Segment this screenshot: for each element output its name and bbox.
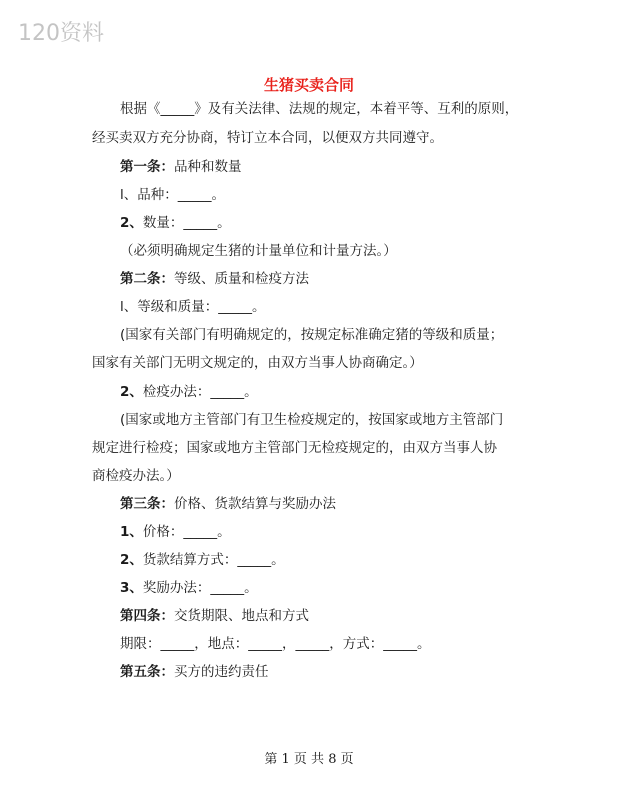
- intro-line-1: 根据《_____》及有关法律、法规的规定，本着平等、互利的原则，: [120, 101, 519, 117]
- article-4-heading: [120, 606, 309, 626]
- article-2-label: 第二条：: [120, 271, 174, 287]
- article-1-note: （必须明确规定生猪的计量单位和计量方法。）: [120, 243, 397, 259]
- article-2-note-1-line-2: 国家有关部门无明文规定的，由双方当事人协商确定。）: [92, 355, 423, 371]
- article-3-item-1-number: 1、: [120, 524, 143, 540]
- article-1-item-2-number: 2、: [120, 215, 143, 231]
- article-3-item-1: [120, 522, 231, 542]
- article-3-item-3-text: 奖励办法：_____。: [142, 580, 258, 596]
- document-title: 生猪买卖合同: [263, 76, 354, 94]
- article-2-note-2-line-1: (国家或地方主管部门有卫生检疫规定的，按国家或地方主管部门: [120, 412, 504, 428]
- article-2-heading: [120, 269, 309, 289]
- article-5-title: 买方的违约责任: [174, 664, 269, 680]
- article-3-item-2-number: 2、: [120, 552, 143, 568]
- article-2-note-2-line-2: 规定进行检疫；国家或地方主管部门无检疫规定的，由双方当事人协: [92, 440, 497, 456]
- article-3-heading: [120, 494, 336, 514]
- article-4-detail: 期限：_____，地点：_____，_____，方式：_____。: [120, 636, 431, 652]
- article-1-title: 品种和数量: [174, 159, 242, 175]
- article-5-heading: [120, 662, 269, 682]
- article-1-item-2: [120, 213, 231, 233]
- article-3-item-2-text: 货款结算方式：_____。: [142, 552, 285, 568]
- article-3-label: 第三条：: [120, 496, 174, 512]
- article-4-label: 第四条：: [120, 608, 174, 624]
- article-1-item-2-text: 数量：_____。: [142, 215, 231, 231]
- article-1-item-1: l、品种：_____。: [120, 187, 226, 203]
- article-4-title: 交货期限、地点和方式: [174, 608, 309, 624]
- intro-line-2: 经买卖双方充分协商，特订立本合同，以便双方共同遵守。: [92, 130, 443, 146]
- article-2-note-2-line-3: 商检疫办法。）: [92, 468, 180, 484]
- page-footer: 第 1 页 共 8 页: [264, 752, 354, 767]
- article-5-label: 第五条：: [120, 664, 174, 680]
- article-3-item-3: [120, 578, 258, 598]
- article-2-item-1: l、等级和质量：_____。: [120, 299, 266, 315]
- article-3-item-3-number: 3、: [120, 580, 143, 596]
- article-3-item-2: [120, 550, 285, 570]
- article-2-note-1-line-1: (国家有关部门有明确规定的，按规定标准确定猪的等级和质量；: [120, 327, 504, 343]
- article-2-item-2-text: 检疫办法：_____。: [142, 384, 258, 400]
- watermark: 120资料: [18, 21, 104, 46]
- article-3-title: 价格、货款结算与奖励办法: [174, 496, 336, 512]
- article-2-title: 等级、质量和检疫方法: [174, 271, 309, 287]
- article-1-heading: [120, 157, 242, 177]
- article-2-item-2-number: 2、: [120, 384, 143, 400]
- article-1-label: 第一条：: [120, 159, 174, 175]
- article-2-item-2: [120, 382, 258, 402]
- article-3-item-1-text: 价格：_____。: [142, 524, 231, 540]
